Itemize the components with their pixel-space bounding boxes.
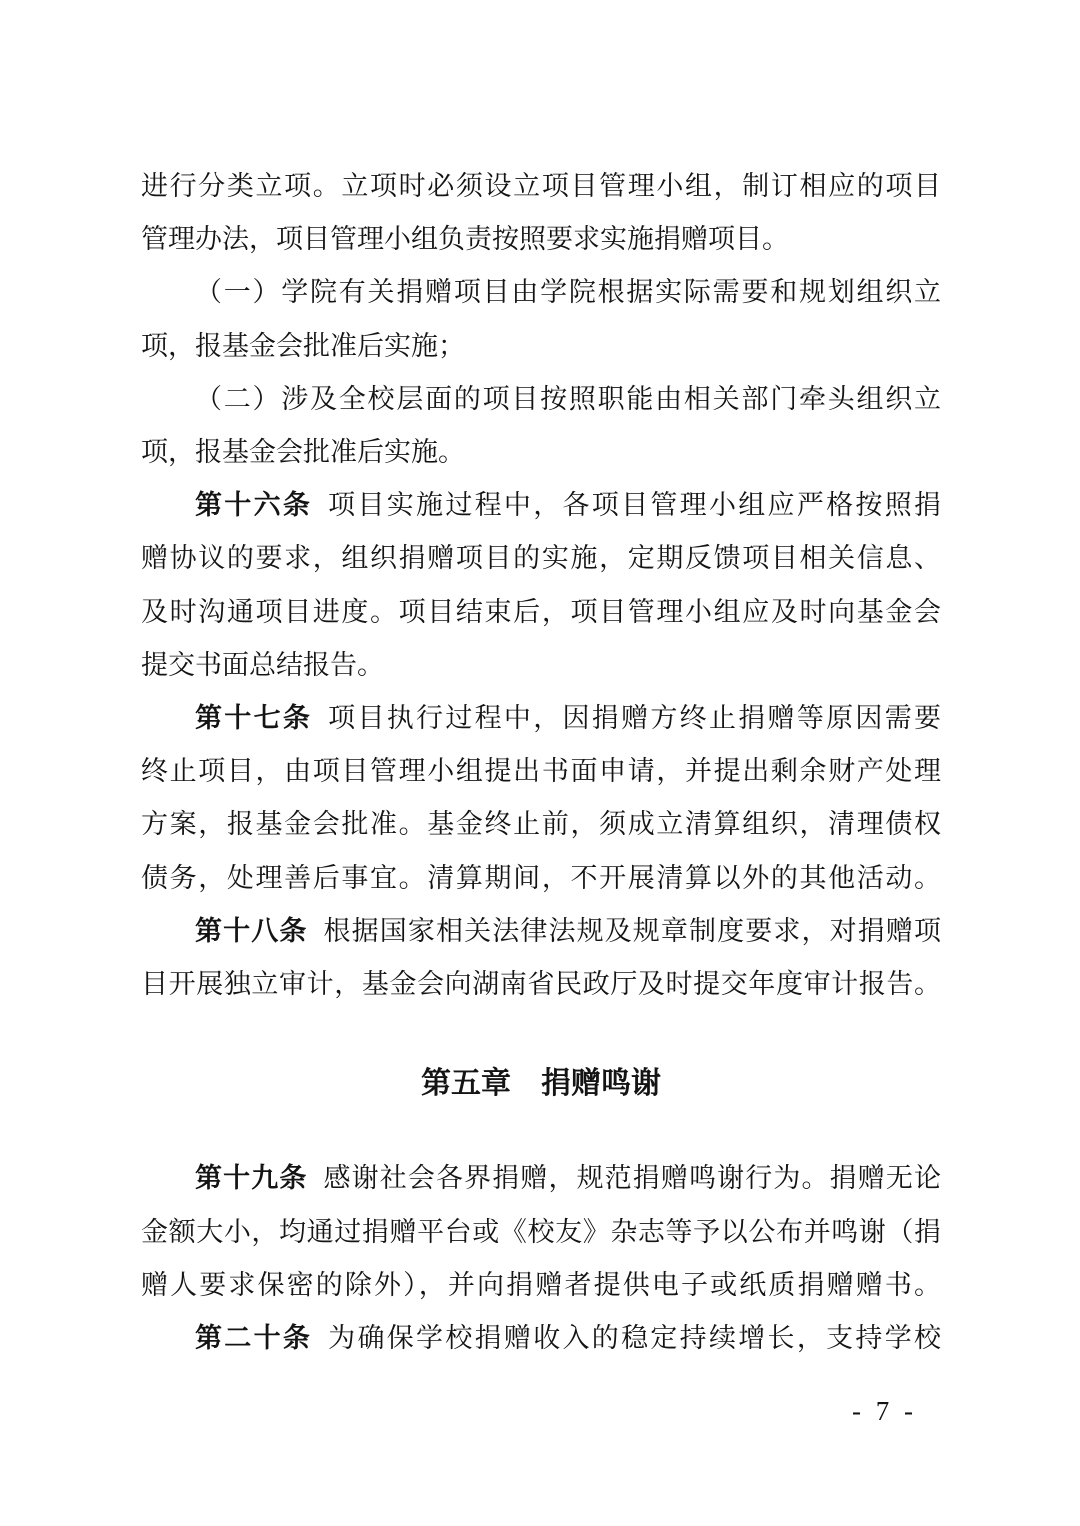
document-line: （一）学院有关捐赠项目由学院根据实际需要和规划组织立 bbox=[195, 277, 941, 308]
document-line: 第二十条 为确保学校捐赠收入的稳定持续增长，支持学校 bbox=[195, 1323, 942, 1354]
document-line: 方案，报基金会批准。基金终止前，须成立清算组织，清理债权 bbox=[141, 809, 941, 840]
page-number: - 7 - bbox=[852, 1396, 917, 1426]
document-line: 项，报基金会批准后实施； bbox=[141, 330, 465, 361]
document-line: 第十八条 根据国家相关法律法规及规章制度要求，对捐赠项 bbox=[195, 915, 942, 946]
document-line: 债务，处理善后事宜。清算期间，不开展清算以外的其他活动。 bbox=[141, 862, 941, 893]
document-line: 提交书面总结报告。 bbox=[141, 649, 384, 680]
document-line: 第十六条 项目实施过程中，各项目管理小组应严格按照捐 bbox=[195, 490, 942, 521]
document-line: （二）涉及全校层面的项目按照职能由相关部门牵头组织立 bbox=[195, 383, 941, 414]
document-line: 及时沟通项目进度。项目结束后，项目管理小组应及时向基金会 bbox=[141, 596, 941, 627]
article-number: 第十七条 bbox=[195, 703, 313, 734]
chapter-heading bbox=[141, 1057, 941, 1110]
document-line: 管理办法，项目管理小组负责按照要求实施捐赠项目。 bbox=[141, 224, 789, 255]
article-number: 第十九条 bbox=[195, 1163, 308, 1194]
chapter-number: 第五章 bbox=[421, 1067, 511, 1101]
document-line: 赠人要求保密的除外），并向捐赠者提供电子或纸质捐赠赠书。 bbox=[141, 1269, 941, 1300]
text-block bbox=[141, 160, 941, 1365]
document-line: 金额大小，均通过捐赠平台或《校友》杂志等予以公布并鸣谢（捐 bbox=[141, 1216, 941, 1247]
document-line: 第十七条 项目执行过程中，因捐赠方终止捐赠等原因需要 bbox=[195, 703, 942, 734]
document-line: 目开展独立审计，基金会向湖南省民政厅及时提交年度审计报告。 bbox=[141, 969, 941, 1000]
document-line: 终止项目，由项目管理小组提出书面申请，并提出剩余财产处理 bbox=[141, 756, 941, 787]
document-line: 第十九条 感谢社会各界捐赠，规范捐赠鸣谢行为。捐赠无论 bbox=[195, 1163, 942, 1194]
document-line: 项，报基金会批准后实施。 bbox=[141, 437, 465, 468]
article-number: 第十六条 bbox=[195, 490, 313, 521]
document-line: 进行分类立项。立项时必须设立项目管理小组，制订相应的项目 bbox=[141, 171, 941, 201]
article-number: 第十八条 bbox=[195, 915, 308, 946]
article-number: 第二十条 bbox=[195, 1323, 313, 1354]
chapter-title: 捐赠鸣谢 bbox=[541, 1067, 661, 1101]
document-line: 赠协议的要求，组织捐赠项目的实施，定期反馈项目相关信息、 bbox=[141, 543, 941, 574]
